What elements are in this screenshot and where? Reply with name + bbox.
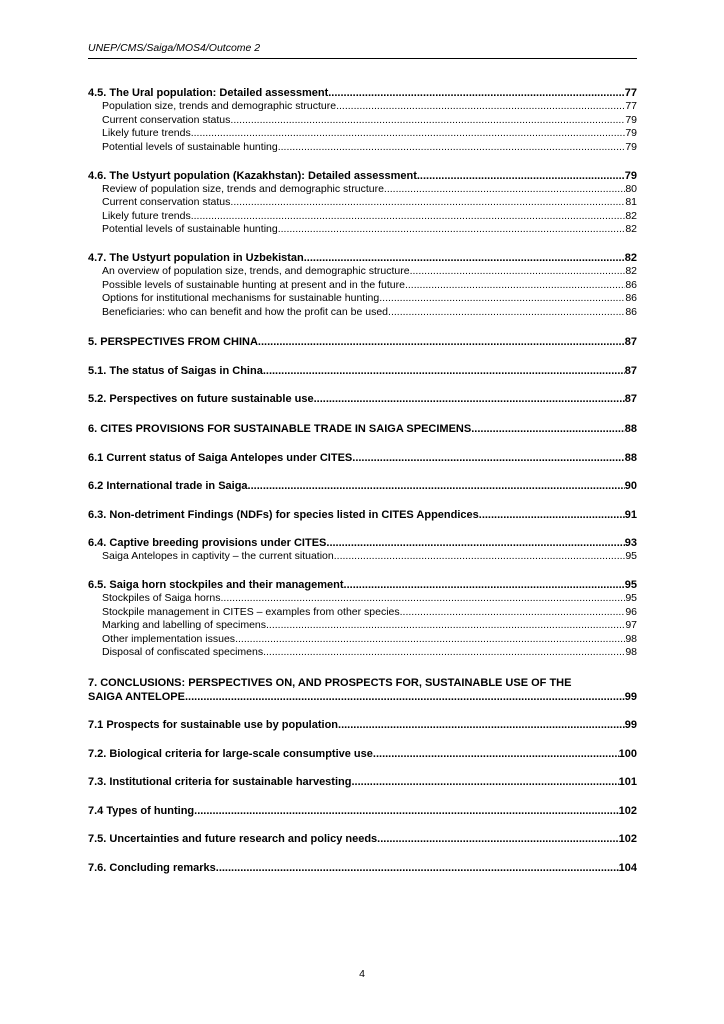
toc-entry-title: 6.2 International trade in Saiga	[88, 480, 248, 492]
dot-leader	[413, 265, 626, 279]
toc-entry-page: 80	[625, 182, 637, 195]
toc-subentry[interactable]	[88, 279, 637, 293]
toc-entry-page: 87	[624, 336, 637, 348]
toc-subentry[interactable]	[88, 196, 637, 210]
toc-entry-page: 100	[618, 747, 637, 760]
toc-entry-page: 90	[624, 480, 637, 492]
toc-subentry[interactable]	[88, 127, 637, 141]
toc-entry[interactable]	[88, 392, 637, 406]
toc-entry-title: 6.5. Saiga horn stockpiles and their management	[88, 579, 344, 591]
toc-entry-page: 88	[624, 451, 637, 464]
toc-entry-title: Current conservation status	[102, 113, 231, 126]
dot-leader	[471, 422, 625, 436]
toc-entry-page: 86	[625, 292, 637, 304]
toc-entry-title: 5. PERSPECTIVES FROM CHINA	[88, 336, 258, 348]
toc-entry-title: 4.7. The Ustyurt population in Uzbekistan	[88, 252, 304, 264]
dot-leader	[408, 279, 625, 293]
toc-entry[interactable]	[88, 690, 637, 704]
toc-entry[interactable]	[88, 86, 637, 100]
dot-leader	[377, 832, 618, 846]
dot-leader	[304, 251, 625, 265]
dot-leader	[376, 747, 619, 761]
toc-entry-title: An overview of population size, trends, and demographic structure.	[102, 265, 413, 277]
toc-entry-page: 79	[625, 140, 637, 153]
toc-entry-title: Marking and labelling of specimens	[102, 619, 267, 631]
toc-entry-title: SAIGA ANTELOPE	[88, 690, 185, 703]
toc-entry-page: 79	[624, 169, 637, 182]
toc-subentry[interactable]	[88, 292, 637, 306]
toc-entry-page: 77	[624, 87, 637, 99]
toc-entry-title: 5.2. Perspectives on future sustainable use	[88, 393, 314, 405]
toc-entry-page: 86	[625, 278, 637, 291]
toc-entry-title: 6.3. Non-detriment Findings (NDFs) for species listed in CITES Appendices	[88, 508, 479, 521]
toc-entry-page: 87	[624, 364, 637, 377]
toc-entry-page: 104	[618, 861, 637, 874]
toc-subentry[interactable]	[88, 223, 637, 237]
toc-entry[interactable]	[88, 335, 637, 349]
toc-entry-title: Options for institutional mechanisms for sustainable hunting.	[102, 292, 383, 304]
toc-entry-page: 77	[625, 100, 637, 112]
toc-subentry[interactable]	[88, 100, 637, 114]
toc-entry-page: 99	[624, 719, 637, 731]
running-header: UNEP/CMS/Saiga/MOS4/Outcome 2	[88, 42, 261, 54]
toc-entry-page: 79	[625, 127, 637, 139]
dot-leader	[248, 479, 625, 493]
toc-subentry[interactable]	[88, 183, 637, 197]
dot-leader	[479, 508, 625, 522]
toc-entry-page: 101	[618, 776, 637, 788]
toc-entry-title: Current conservation status	[102, 196, 231, 208]
toc-subentry[interactable]	[88, 633, 637, 647]
toc-entry-page: 82	[625, 223, 637, 235]
dot-leader	[391, 306, 625, 320]
dot-leader	[230, 196, 625, 210]
dot-leader	[263, 364, 625, 378]
toc-subentry[interactable]	[88, 646, 637, 660]
toc-entry-page: 86	[625, 305, 637, 318]
dot-leader	[417, 169, 625, 183]
toc-entry[interactable]	[88, 861, 637, 875]
toc-entry-page: 98	[625, 632, 637, 645]
toc-entry-page: 88	[624, 423, 637, 435]
toc-subentry[interactable]	[88, 141, 637, 155]
toc-entry-page: 98	[625, 646, 637, 658]
toc-entry-title: Saiga Antelopes in captivity – the current situation	[102, 550, 334, 562]
toc-entry-page: 102	[618, 833, 637, 845]
dot-leader	[382, 292, 625, 306]
toc-entry-title-line: 7. CONCLUSIONS: PERSPECTIVES ON, AND PROSPECTS FOR, SUSTAINABLE USE OF THE	[88, 676, 572, 689]
toc-entry-title: Likely future trends	[102, 209, 191, 222]
dot-leader	[266, 619, 625, 633]
toc-entry-title: Beneficiaries: who can benefit and how the profit can be used.	[102, 305, 391, 318]
toc-entry-page: 95	[624, 579, 637, 591]
dot-leader	[400, 606, 626, 620]
toc-entry-title: 7.2. Biological criteria for large-scale consumptive use.	[88, 747, 376, 760]
page-number: 4	[359, 968, 365, 980]
toc-entry-title: 5.1. The status of Saigas in China	[88, 364, 263, 377]
toc-entry-title: 4.6. The Ustyurt population (Kazakhstan): Detailed assessment	[88, 169, 417, 182]
toc-entry-page: 102	[618, 804, 637, 817]
toc-entry[interactable]	[88, 364, 637, 378]
dot-leader	[338, 718, 625, 732]
toc-subentry[interactable]	[88, 210, 637, 224]
toc-entry[interactable]	[88, 422, 637, 436]
dot-leader	[191, 127, 626, 141]
dot-leader	[336, 100, 625, 114]
toc-entry-title: 7.1 Prospects for sustainable use by population	[88, 719, 339, 731]
toc-entry-title: Stockpile management in CITES – examples from other species	[102, 605, 400, 618]
toc-subentry[interactable]	[88, 306, 637, 320]
toc-entry-title: 6.1 Current status of Saiga Antelopes under CITES	[88, 451, 353, 464]
table-of-contents	[88, 86, 637, 875]
toc-entry-page: 81	[625, 196, 637, 208]
dot-leader	[384, 183, 625, 197]
toc-entry[interactable]	[88, 578, 637, 592]
dot-leader	[230, 114, 625, 128]
dot-leader	[194, 804, 619, 818]
dot-leader	[334, 550, 626, 564]
dot-leader	[352, 451, 624, 465]
dot-leader	[326, 536, 624, 550]
toc-entry-title: 7.6. Concluding remarks	[88, 861, 216, 874]
toc-entry-title: Review of population size, trends and demographic structure	[102, 182, 384, 195]
toc-entry-title: 7.5. Uncertainties and future research and policy needs	[88, 833, 378, 845]
dot-leader	[235, 633, 625, 647]
toc-entry-page: 82	[625, 265, 637, 277]
toc-entry-page: 87	[624, 393, 637, 405]
toc-entry-title: 4.5. The Ural population: Detailed assessment	[88, 87, 329, 99]
toc-entry-title: Disposal of confiscated specimens	[102, 646, 264, 658]
toc-entry[interactable]	[88, 747, 637, 761]
toc-entry-title: Potential levels of sustainable hunting	[102, 223, 278, 235]
dot-leader	[258, 335, 625, 349]
toc-subentry[interactable]	[88, 592, 637, 606]
dot-leader	[220, 592, 625, 606]
dot-leader	[216, 861, 619, 875]
toc-entry[interactable]	[88, 832, 637, 846]
toc-entry-page: 93	[624, 537, 637, 549]
toc-entry-page: 79	[625, 113, 637, 126]
dot-leader	[278, 223, 626, 237]
toc-entry-page: 99	[624, 690, 637, 703]
toc-entry[interactable]	[88, 169, 637, 183]
dot-leader	[263, 646, 625, 660]
toc-entry-title: Other implementation issues	[102, 632, 236, 645]
toc-entry-page: 95	[625, 550, 637, 562]
dot-leader	[351, 775, 618, 789]
toc-entry[interactable]	[88, 536, 637, 550]
toc-entry[interactable]	[88, 479, 637, 493]
toc-entry-title: 6. CITES PROVISIONS FOR SUSTAINABLE TRADE IN SAIGA SPECIMENS	[88, 423, 472, 435]
toc-entry[interactable]	[88, 251, 637, 265]
toc-entry-title: 7.4 Types of hunting	[88, 804, 195, 817]
dot-leader	[191, 210, 626, 224]
toc-subentry[interactable]	[88, 619, 637, 633]
toc-entry[interactable]	[88, 508, 637, 522]
dot-leader	[344, 578, 625, 592]
toc-subentry[interactable]	[88, 606, 637, 620]
dot-leader	[185, 690, 625, 704]
toc-entry-title: Potential levels of sustainable hunting	[102, 140, 278, 153]
toc-entry-page: 91	[624, 508, 637, 521]
dot-leader	[314, 392, 625, 406]
toc-subentry[interactable]	[88, 550, 637, 564]
dot-leader	[328, 86, 625, 100]
toc-entry-title: Possible levels of sustainable hunting at present and in the future.	[102, 278, 408, 291]
toc-entry-page: 96	[625, 605, 637, 618]
toc-entry-page: 82	[624, 252, 637, 264]
toc-entry-page: 97	[625, 619, 637, 631]
header-divider	[88, 58, 637, 59]
toc-entry-title: 7.3. Institutional criteria for sustainable harvesting	[88, 776, 352, 788]
toc-entry-page: 82	[625, 209, 637, 222]
toc-entry-page: 95	[625, 592, 637, 604]
toc-entry[interactable]	[88, 451, 637, 465]
toc-entry-title: Likely future trends	[102, 127, 191, 139]
toc-subentry[interactable]	[88, 265, 637, 279]
toc-entry-title: 6.4. Captive breeding provisions under CITES	[88, 537, 327, 549]
toc-entry[interactable]	[88, 804, 637, 818]
toc-entry[interactable]	[88, 718, 637, 732]
toc-subentry[interactable]	[88, 114, 637, 128]
toc-entry-title: Stockpiles of Saiga horns	[102, 592, 221, 604]
toc-entry[interactable]	[88, 775, 637, 789]
dot-leader	[278, 141, 626, 155]
toc-entry-title: Population size, trends and demographic structure	[102, 100, 337, 112]
